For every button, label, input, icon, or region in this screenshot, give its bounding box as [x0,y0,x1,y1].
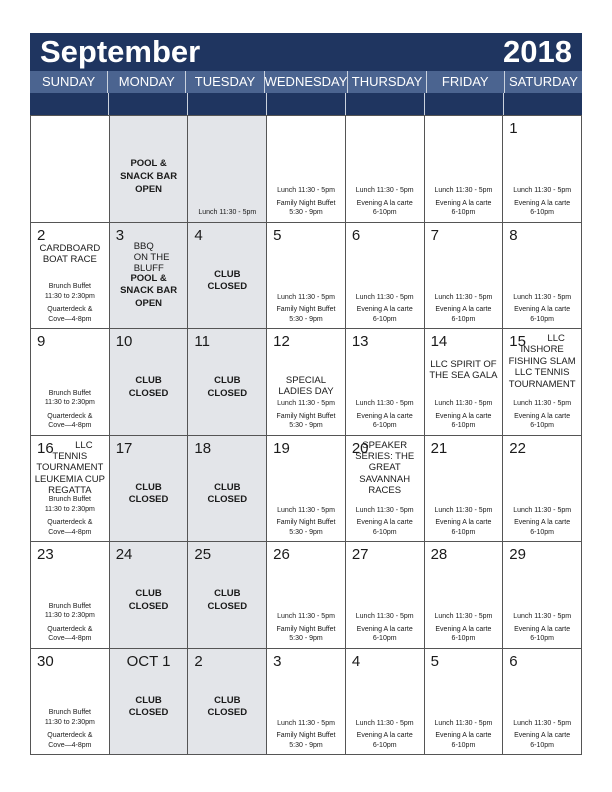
bold-event [112,273,186,311]
day-number: 2 [37,226,46,244]
day-number: 2 [194,652,203,670]
hours-line: 5:30 - 9pm [289,422,323,430]
hours-line: 6-10pm [372,741,397,749]
hours-detail [505,719,579,750]
calendar-day-cell [346,223,425,330]
hours-detail [33,495,107,537]
hours-line: Evening A la carte [435,412,492,420]
hours-line: Evening A la carte [356,732,413,740]
hours-line: 11:30 to 2:30pm [44,292,95,300]
weekday-label: MONDAY [108,71,186,93]
day-number: 30 [37,652,54,670]
hours-line: 5:30 - 9pm [289,528,323,536]
hours-detail [505,293,579,324]
calendar-day-cell [425,116,504,223]
hours-detail [348,186,422,217]
hours-line: Evening A la carte [514,306,571,314]
day-number: 4 [351,652,361,670]
event-line: BOAT RACE [42,253,97,265]
day-number: 23 [37,546,54,563]
hours-detail [348,719,422,750]
hours-detail [348,399,422,430]
hours-line: Lunch 11:30 - 5pm [355,187,414,195]
weekday-label: TUESDAY [186,71,264,93]
hours-detail [269,399,343,430]
calendar-day-cell [31,329,110,436]
hours-line: Evening A la carte [356,519,413,527]
weekday-label: WEDNESDAY [265,71,349,93]
hours-detail [348,293,422,324]
day-number: 24 [115,546,133,563]
bold-event [190,269,264,295]
day-number: 13 [351,333,369,350]
calendar-day-cell [267,329,346,436]
hours-detail [33,708,107,750]
hours-line: Lunch 11:30 - 5pm [277,719,335,727]
day-number: 26 [273,546,290,563]
hours-line: 6-10pm [451,209,476,217]
bold-event-line: SNACK BAR [120,285,178,297]
hours-line: Quarterdeck & [47,306,93,314]
hours-line: Lunch 11:30 - 5pm [355,400,414,408]
calendar-day-cell [267,223,346,330]
bold-event [190,695,264,721]
hours-line: 6-10pm [372,209,397,217]
hours-line: Family Night Buffet [276,519,336,527]
bold-event-line: CLOSED [207,600,248,612]
hours-line: Lunch 11:30 - 5pm [355,293,414,301]
hours-line: Lunch 11:30 - 5pm [513,613,572,621]
hours-line: 11:30 to 2:30pm [44,612,95,620]
bold-event-line: CLUB [214,588,241,599]
month-title: September [40,34,201,69]
weekday-label: SATURDAY [509,74,578,89]
hours-line: 6-10pm [530,635,554,643]
event-text [348,440,422,497]
event-line: SPEAKER [362,439,408,451]
day-number: 17 [115,439,133,457]
hours-line: Lunch 11:30 - 5pm [434,400,493,408]
event-line: TOURNAMENT [36,462,104,474]
hours-line: Lunch 11:30 - 5pm [513,719,572,727]
day-number: 5 [273,226,282,244]
calendar-day-cell [425,436,504,543]
bold-event [112,375,186,401]
hours-line: Evening A la carte [435,625,492,633]
bold-event-line: CLUB [214,268,241,280]
hours-detail [427,612,501,643]
hours-line: Lunch 11:30 - 5pm [355,719,414,727]
event-text [134,241,186,275]
calendar-day-cell [503,649,582,756]
event-line: LEUKEMIA CUP [34,473,105,485]
hours-line: 6-10pm [530,741,554,749]
day-number: 16 [37,439,54,457]
day-number: 8 [509,226,518,244]
calendar-day-cell [425,649,504,756]
hours-detail [427,506,501,537]
hours-line: Brunch Buffet [48,389,91,397]
hours-line: Lunch 11:30 - 5pm [277,293,335,301]
hours-line: 6-10pm [451,741,476,749]
hours-line: 6-10pm [451,422,476,430]
hours-detail [505,506,579,537]
hours-line: Evening A la carte [435,199,492,207]
event-line: LLC [75,439,93,451]
hours-line: Evening A la carte [435,519,492,527]
day-number: 3 [115,226,125,244]
calendar-day-cell [31,223,110,330]
year-title: 2018 [503,34,572,69]
hours-line: 6-10pm [451,315,476,323]
event-text [33,243,107,266]
hours-line: 6-10pm [530,422,554,430]
hours-line: Family Night Buffet [276,306,336,314]
hours-line: Lunch 11:30 - 5pm [434,187,493,195]
calendar-day-cell [31,542,110,649]
hours-line: Cove—4-8pm [48,422,92,430]
calendar-day-cell [110,542,189,649]
hours-line: Evening A la carte [435,306,492,314]
hours-detail [505,612,579,643]
bold-event-line: OPEN [135,298,163,310]
day-number: 27 [351,546,369,563]
hours-detail [190,208,264,217]
hours-line: Evening A la carte [435,732,492,740]
weekday-label: SUNDAY [30,71,108,93]
event-line: THE SEA GALA [429,370,498,382]
bold-event-line: CLOSED [128,600,169,612]
calendar-title-bar [30,33,582,71]
hours-line: Lunch 11:30 - 5pm [513,293,572,301]
calendar-day-cell [346,329,425,436]
event-line: SPECIAL [285,375,327,386]
hours-line: 6-10pm [451,528,476,536]
day-number: 22 [509,439,526,457]
day-number: OCT 1 [126,652,171,670]
hours-line: Brunch Buffet [48,709,91,717]
hours-line: Quarterdeck & [47,732,93,740]
bold-event-line: CLOSED [207,494,248,506]
hours-detail [348,612,422,643]
hours-line: 6-10pm [372,422,397,430]
hours-line: 11:30 to 2:30pm [44,718,95,726]
calendar-grid [30,115,582,755]
calendar-day-cell [267,436,346,543]
hours-line: Lunch 11:30 - 5pm [513,400,572,408]
hours-line: Lunch 11:30 - 5pm [434,293,493,301]
hours-line: Lunch 11:30 - 5pm [277,506,335,514]
weekday-label: THURSDAY [348,71,426,93]
hours-line: Lunch 11:30 - 5pm [355,506,414,514]
calendar-day-cell [503,223,582,330]
event-text [269,375,343,398]
event-line: LADIES DAY [278,386,334,398]
hours-line: Quarterdeck & [47,625,93,633]
calendar-day-cell [188,329,267,436]
hours-line: Brunch Buffet [48,283,91,291]
day-number: 19 [273,439,290,457]
hours-line: Lunch 11:30 - 5pm [513,506,572,514]
day-number: 3 [273,652,282,670]
bold-event-line: CLUB [214,375,241,386]
day-number: 14 [430,333,448,350]
calendar-day-cell [110,223,189,330]
hours-line: Lunch 11:30 - 5pm [277,613,335,621]
calendar-day-cell [503,329,582,436]
hours-line: Quarterdeck & [47,519,93,527]
event-line: REGATTA [48,485,92,497]
bold-event-line: CLOSED [207,707,248,719]
hours-detail [269,719,343,750]
hours-detail [348,506,422,537]
day-number: 11 [194,333,210,350]
calendar-day-cell [503,436,582,543]
hours-line: Cove—4-8pm [48,528,92,536]
hours-line: 11:30 to 2:30pm [44,399,95,407]
day-number: 1 [509,120,518,137]
day-number: 5 [430,652,439,670]
day-number: 7 [430,226,439,244]
hours-detail [427,293,501,324]
calendar-day-cell [346,542,425,649]
day-number: 28 [430,546,448,563]
hours-line: Evening A la carte [356,412,413,420]
hours-line: Family Night Buffet [276,625,336,633]
day-number: 29 [509,546,526,563]
bold-event [112,158,186,196]
calendar-day-cell [110,436,189,543]
calendar-day-cell [31,436,110,543]
calendar-day-cell [110,649,189,756]
bold-event-line: CLUB [135,375,162,386]
day-number: 9 [37,333,46,350]
bold-event-line: POOL & [130,272,167,284]
hours-line: 6-10pm [372,315,397,323]
calendar-day-cell [31,649,110,756]
hours-line: Evening A la carte [514,625,571,633]
hours-line: 5:30 - 9pm [289,315,323,323]
bold-event [112,695,186,721]
hours-detail [269,612,343,643]
hours-detail [33,389,107,431]
hours-line: Brunch Buffet [48,602,91,610]
weekday-label: FRIDAY [427,71,505,93]
hours-line: Lunch 11:30 - 5pm [513,187,572,195]
hours-line: Evening A la carte [356,625,413,633]
hours-detail [33,602,107,644]
event-line: GREAT [368,462,401,474]
hours-line: Brunch Buffet [48,496,91,504]
bold-event-line: CLUB [135,481,162,493]
event-line: INSHORE [520,344,564,356]
hours-detail [269,186,343,217]
event-line: LLC SPIRIT OF [430,359,497,370]
hours-detail [269,293,343,324]
calendar-day-cell [346,649,425,756]
bold-event-line: SNACK BAR [120,170,178,182]
calendar-day-cell [31,116,110,223]
bold-event-line: OPEN [135,183,163,195]
hours-detail [427,719,501,750]
hours-line: Evening A la carte [514,412,571,420]
bold-event [112,482,186,508]
calendar-day-cell [188,649,267,756]
hours-line: Lunch 11:30 - 5pm [355,613,414,621]
hours-line: 5:30 - 9pm [289,635,323,643]
bold-event [112,588,186,614]
day-number: 18 [194,439,212,457]
hours-line: 6-10pm [372,528,397,536]
hours-line: 6-10pm [451,635,476,643]
bold-event-line: CLUB [214,694,241,706]
bold-event-line: POOL & [130,158,167,169]
day-number: 6 [351,226,361,244]
calendar-day-cell [267,542,346,649]
hours-detail [427,186,501,217]
calendar-day-cell [267,116,346,223]
day-number: 21 [430,439,448,457]
event-line: SERIES: THE [355,450,415,462]
event-line: FISHING SLAM [508,355,576,367]
calendar-day-cell [188,116,267,223]
calendar-day-cell [188,436,267,543]
bold-event-line: CLOSED [128,707,169,719]
hours-line: Lunch 11:30 - 5pm [434,613,493,621]
hours-line: Evening A la carte [356,306,413,314]
weekday-header [30,71,582,93]
hours-line: 5:30 - 9pm [289,209,323,217]
event-line: CARDBOARD [39,242,101,254]
hours-line: 5:30 - 9pm [289,741,323,749]
hours-line: Lunch 11:30 - 5pm [277,400,335,408]
hours-line: Lunch 11:30 - 5pm [198,209,257,217]
hours-line: 6-10pm [530,315,554,323]
event-line: LLC [547,333,565,344]
event-line: LLC TENNIS [514,367,570,379]
day-number: 12 [273,333,290,350]
event-line: TENNIS [52,450,88,462]
hours-detail [505,399,579,430]
hours-line: Evening A la carte [514,732,571,740]
hours-line: Evening A la carte [514,519,571,527]
calendar-day-cell [425,542,504,649]
calendar-day-cell [503,116,582,223]
event-text [427,359,501,382]
hours-line: Cove—4-8pm [48,315,92,323]
hours-line: Cove—4-8pm [48,741,92,749]
event-line: BBQ [133,240,154,252]
hours-line: Evening A la carte [514,199,571,207]
calendar-day-cell [188,542,267,649]
hours-line: Cove—4-8pm [48,635,92,643]
hours-detail [269,506,343,537]
calendar-day-cell [267,649,346,756]
bold-event-line: CLOSED [207,281,248,293]
calendar-day-cell [110,329,189,436]
calendar-day-cell [503,542,582,649]
calendar-day-cell [425,223,504,330]
hours-line: 6-10pm [530,528,554,536]
bold-event [190,588,264,614]
hours-line: 11:30 to 2:30pm [44,505,95,513]
calendar-day-cell [188,223,267,330]
day-number: 15 [509,333,526,350]
hours-line: 6-10pm [372,635,397,643]
hours-detail [505,186,579,217]
bold-event-line: CLOSED [128,387,169,399]
hours-line: Evening A la carte [356,199,413,207]
hours-line: Quarterdeck & [47,412,93,420]
day-number: 6 [509,652,518,670]
calendar-day-cell [110,116,189,223]
bold-event-line: CLUB [135,694,162,706]
hours-line: Family Night Buffet [276,412,336,420]
event-line: ON THE BLUFF [133,251,170,275]
hours-detail [427,399,501,430]
bold-event-line: CLUB [135,588,162,599]
hours-detail [33,282,107,324]
header-spacer-bar [30,93,582,115]
day-number: 20 [351,439,369,457]
event-line: TOURNAMENT [508,378,576,390]
calendar-day-cell [425,329,504,436]
bold-event [190,482,264,508]
hours-line: Family Night Buffet [276,732,336,740]
bold-event-line: CLOSED [207,387,248,399]
hours-line: Lunch 11:30 - 5pm [434,719,493,727]
day-number: 10 [115,333,133,350]
hours-line: Lunch 11:30 - 5pm [434,506,493,514]
event-line: RACES [368,485,402,497]
calendar-day-cell [346,116,425,223]
bold-event-line: CLUB [214,481,241,493]
day-number: 25 [194,546,212,563]
hours-line: Family Night Buffet [276,199,336,207]
calendar-day-cell [346,436,425,543]
hours-line: 6-10pm [530,209,554,217]
bold-event [190,375,264,401]
day-number: 4 [194,226,203,244]
event-line: SAVANNAH [359,473,411,485]
bold-event-line: CLOSED [128,494,169,506]
hours-line: Lunch 11:30 - 5pm [277,187,335,195]
